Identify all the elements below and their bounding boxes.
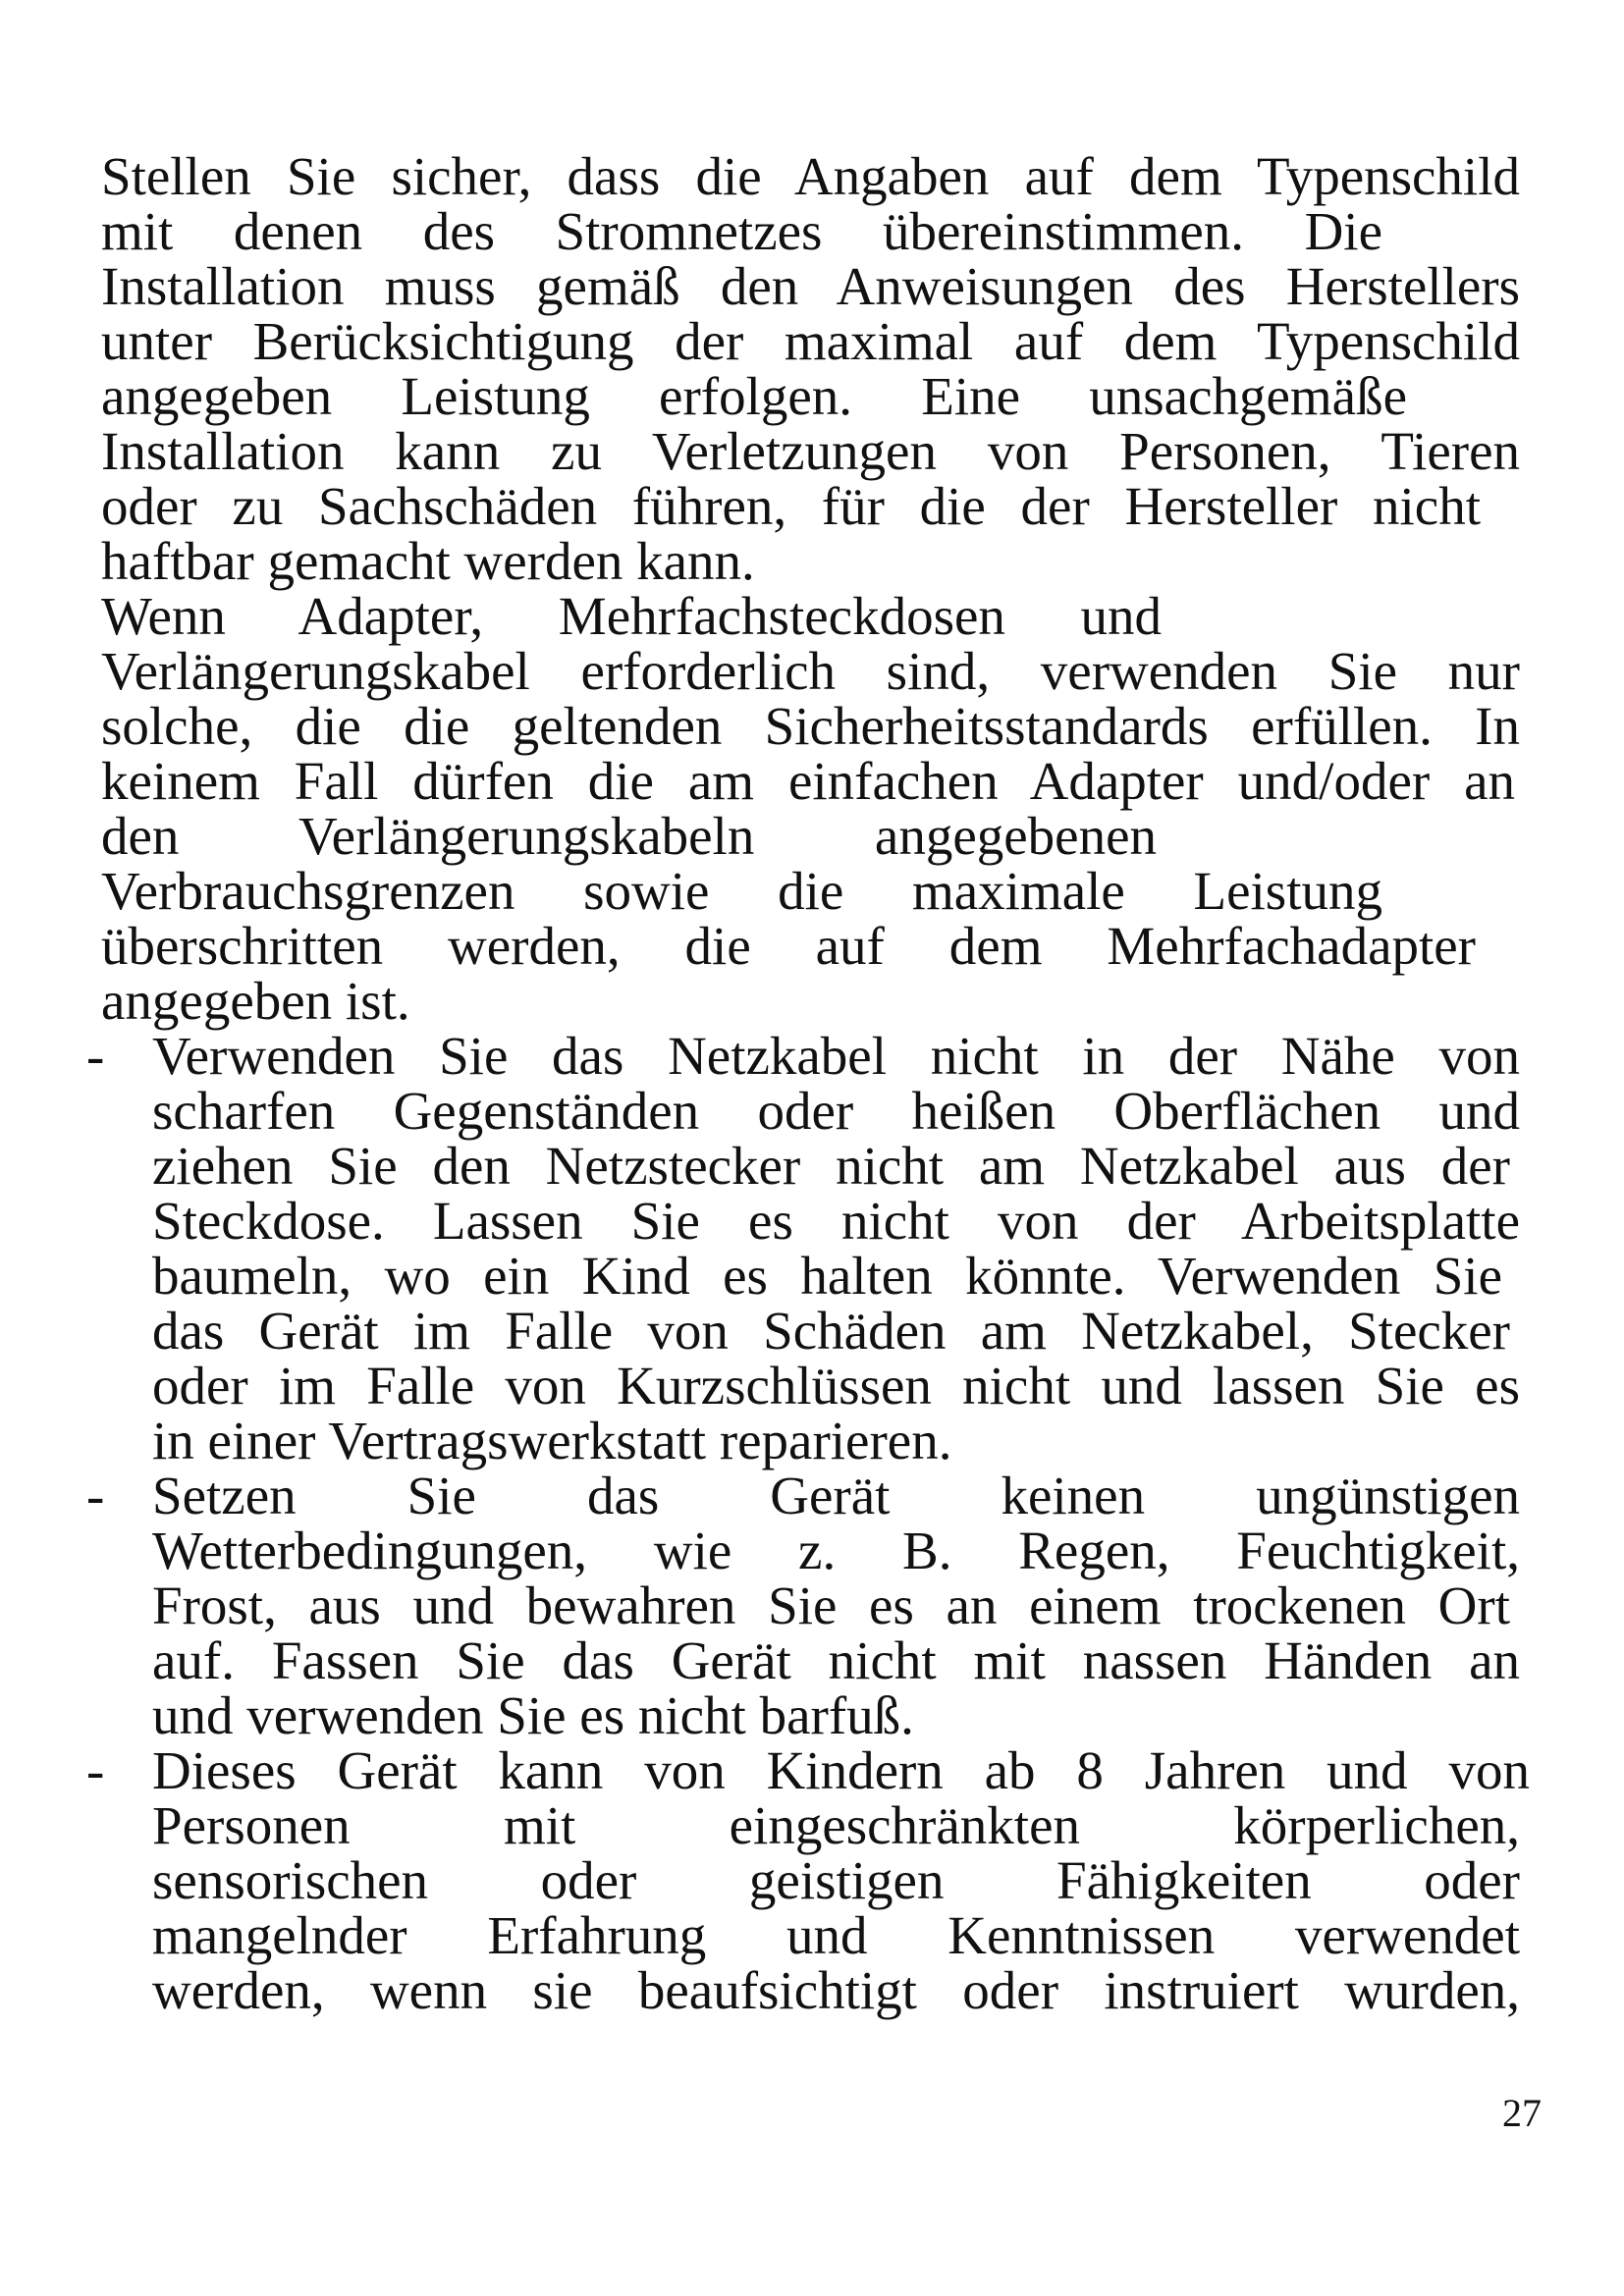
text-line: werden, wenn sie beaufsichtigt oder instruiert wurden,	[152, 1960, 1520, 2020]
text-line: in einer Vertragswerkstatt reparieren.	[152, 1411, 952, 1470]
text-line: Wetterbedingungen, wie z. B. Regen, Feuchtigkeit,	[152, 1521, 1520, 1580]
text-line: angegeben ist.	[101, 971, 410, 1031]
text-line: oder im Falle von Kurzschlüssen nicht und lassen Sie es	[152, 1356, 1520, 1415]
text-line: sensorischen oder geistigen Fähigkeiten oder	[152, 1850, 1520, 1910]
text-line: unter Berücksichtigung der maximal auf dem Typenschild	[101, 311, 1520, 371]
text-line: scharfen Gegenständen oder heißen Oberflächen und	[152, 1081, 1520, 1141]
text-line: baumeln, wo ein Kind es halten könnte. Verwenden Sie	[152, 1246, 1502, 1306]
text-line: Verlängerungskabel erforderlich sind, verwenden Sie nur	[101, 641, 1520, 701]
page-number: 27	[1502, 2091, 1542, 2135]
text-line: Verwenden Sie das Netzkabel nicht in der Nähe von	[152, 1026, 1520, 1086]
text-line: oder zu Sachschäden führen, für die der Hersteller nicht	[101, 476, 1481, 536]
text-line: Wenn Adapter, Mehrfachsteckdosen und	[101, 586, 1162, 646]
text-line: Stellen Sie sicher, dass die Angaben auf dem Typenschild	[101, 146, 1520, 206]
text-line: ziehen Sie den Netzstecker nicht am Netzkabel aus der	[152, 1136, 1510, 1196]
bullet-marker: -	[86, 1026, 105, 1086]
text-line: Installation kann zu Verletzungen von Personen, Tieren	[101, 421, 1520, 481]
text-line: Verbrauchsgrenzen sowie die maximale Leistung	[101, 861, 1382, 921]
bullet-marker: -	[86, 1466, 105, 1525]
text-line: Dieses Gerät kann von Kindern ab 8 Jahren und von	[152, 1740, 1530, 1800]
text-line: keinem Fall dürfen die am einfachen Adapter und/oder an	[101, 751, 1515, 811]
text-line: Personen mit eingeschränkten körperlichen,	[152, 1795, 1520, 1855]
text-line: angegeben Leistung erfolgen. Eine unsachgemäße	[101, 366, 1407, 426]
text-line: solche, die die geltenden Sicherheitsstandards erfüllen. In	[101, 696, 1520, 756]
bullet-marker: -	[86, 1740, 105, 1800]
text-line: den Verlängerungskabeln angegebenen	[101, 806, 1157, 866]
text-line: Frost, aus und bewahren Sie es an einem trockenen Ort	[152, 1575, 1510, 1635]
text-line: Setzen Sie das Gerät keinen ungünstigen	[152, 1466, 1520, 1525]
text-line: auf. Fassen Sie das Gerät nicht mit nassen Händen an	[152, 1630, 1520, 1690]
text-line: mangelnder Erfahrung und Kenntnissen verwendet	[152, 1905, 1520, 1965]
text-line: Installation muss gemäß den Anweisungen des Herstellers	[101, 256, 1520, 316]
text-line: haftbar gemacht werden kann.	[101, 531, 755, 591]
text-line: mit denen des Stromnetzes übereinstimmen. Die	[101, 201, 1382, 261]
text-line: überschritten werden, die auf dem Mehrfachadapter	[101, 916, 1476, 976]
text-line: und verwenden Sie es nicht barfuß.	[152, 1685, 914, 1745]
text-line: Steckdose. Lassen Sie es nicht von der Arbeitsplatte	[152, 1191, 1520, 1251]
text-line: das Gerät im Falle von Schäden am Netzkabel, Stecker	[152, 1301, 1510, 1361]
